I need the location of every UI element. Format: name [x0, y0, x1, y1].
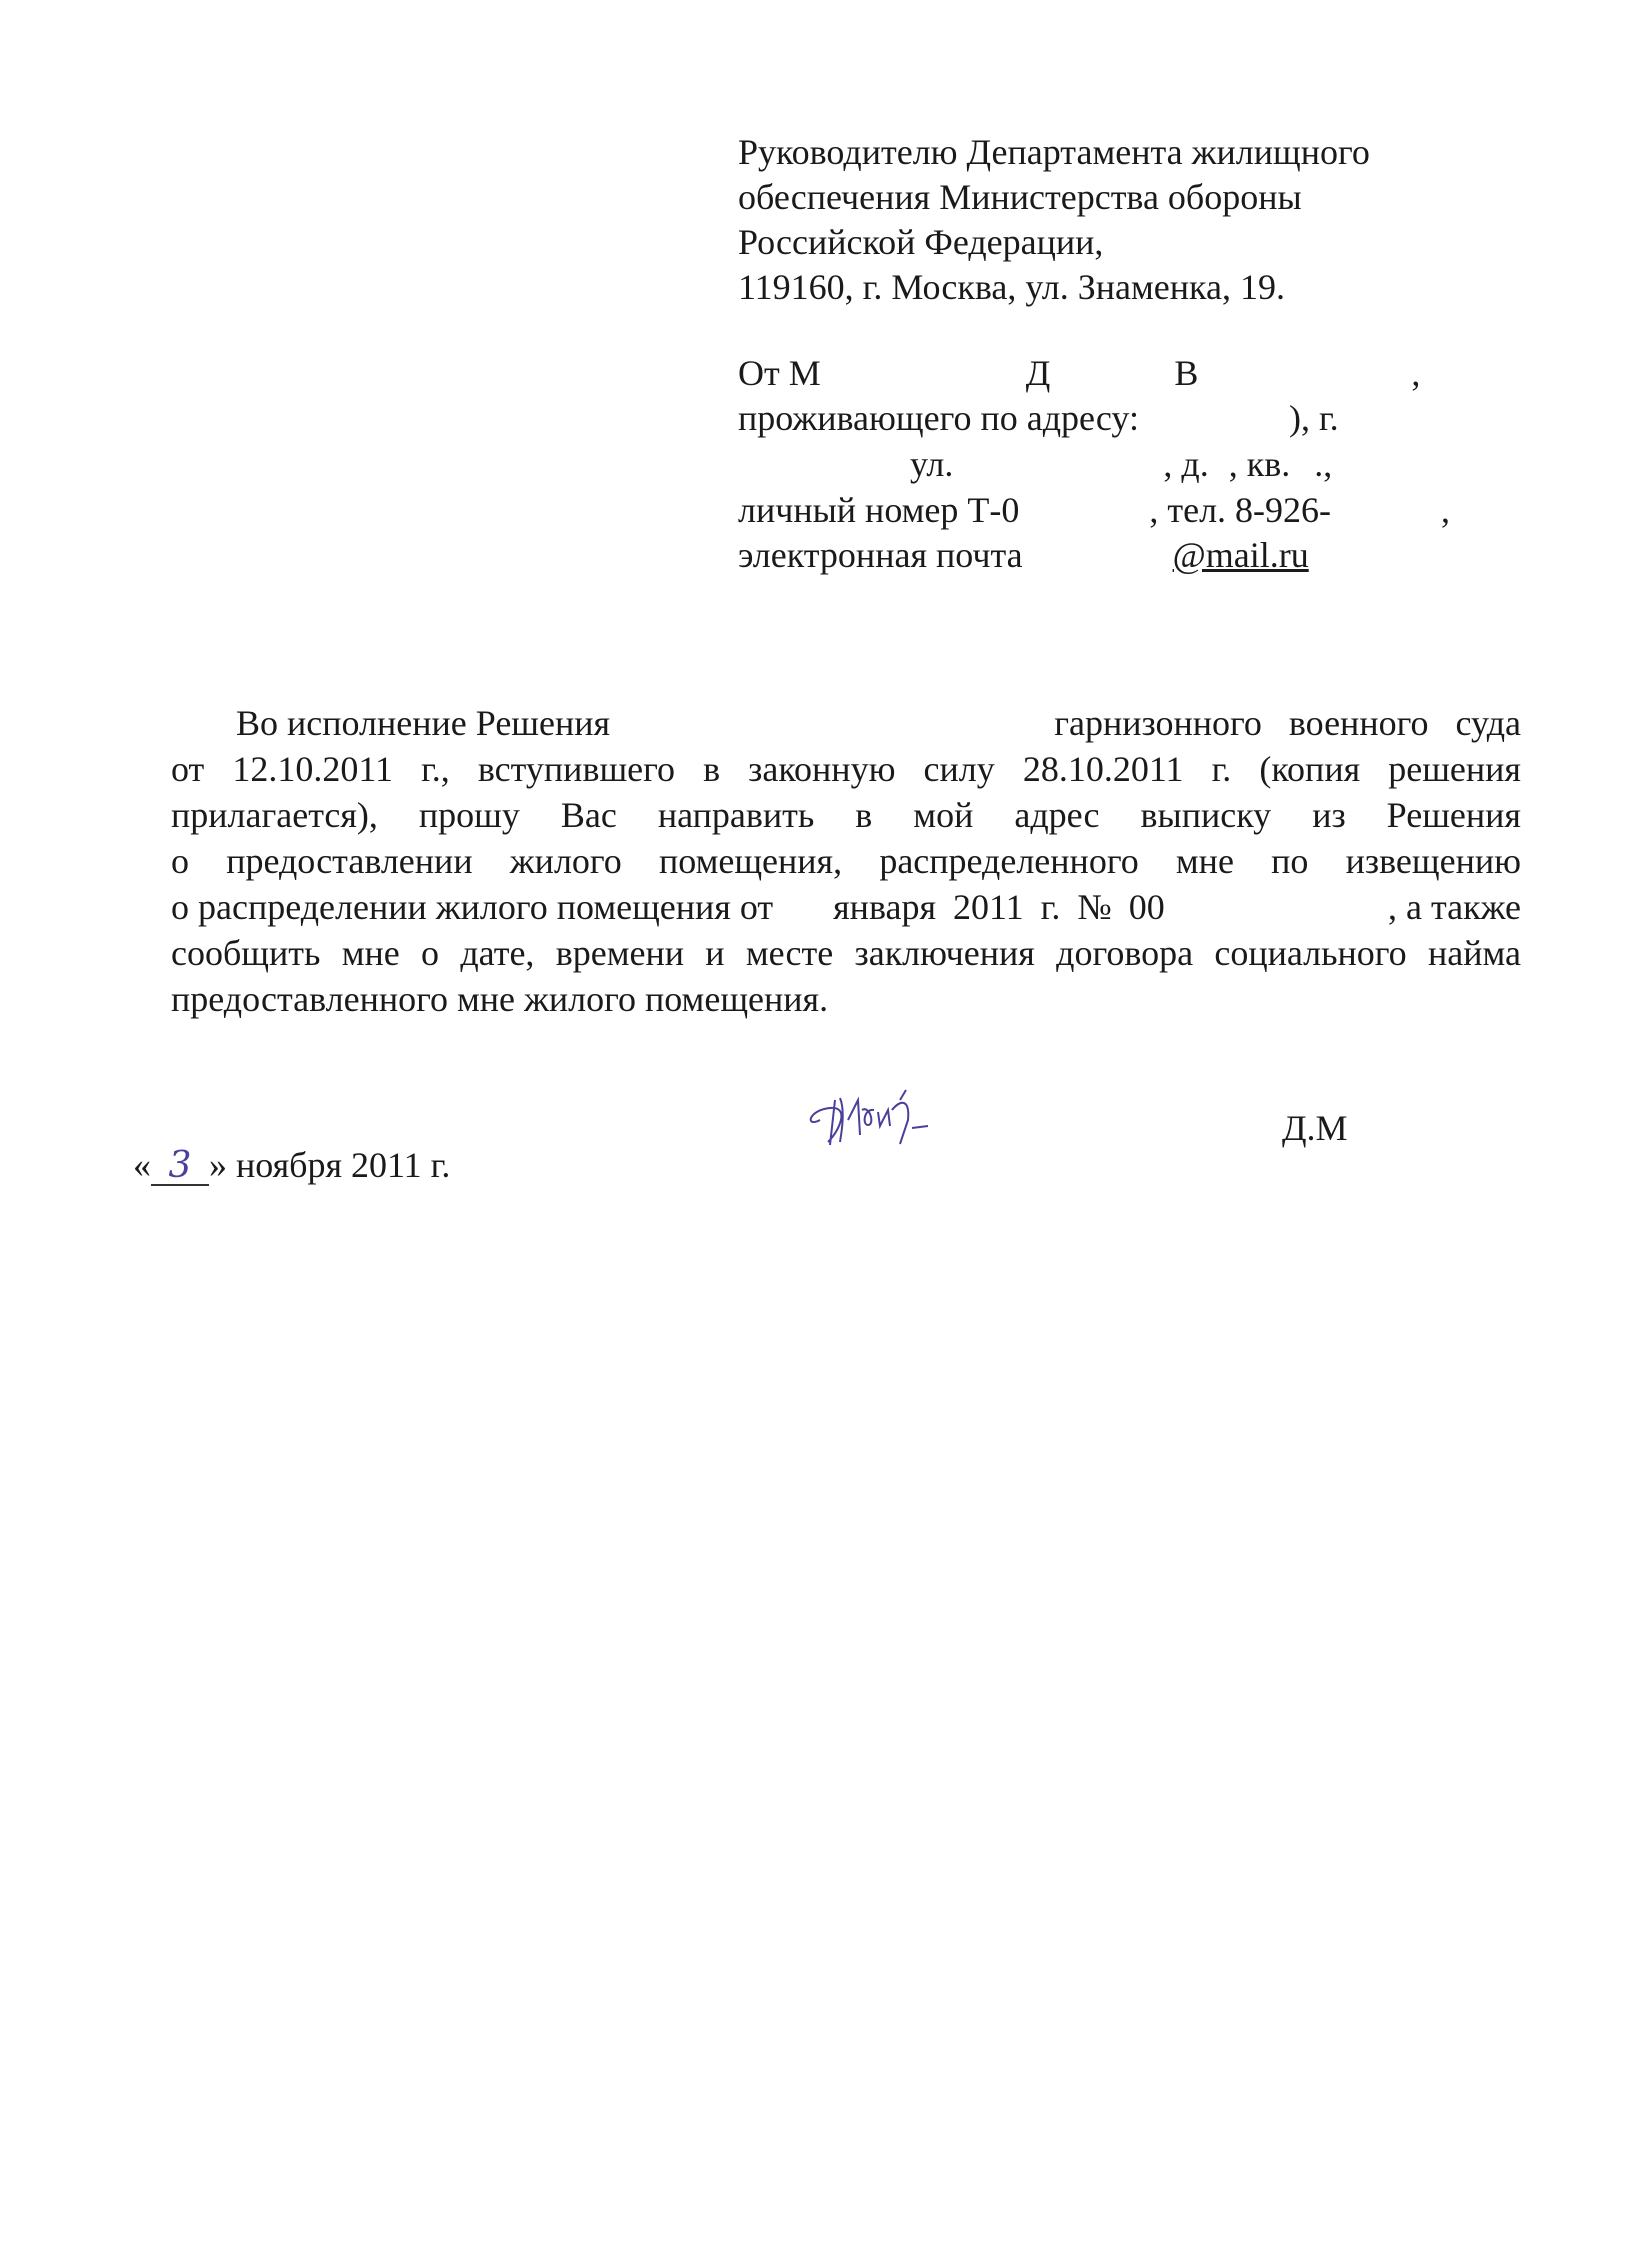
body-line: о предоставлении жилого помещения, распределенного мне по извещению — [171, 841, 1521, 881]
body-text: гарнизонного военного суда — [1054, 703, 1521, 743]
date-month-year: » ноября 2011 г. — [209, 1145, 451, 1185]
recipient-line: Российской Федерации, — [738, 222, 1104, 262]
body-text: Во исполнение Решения — [236, 703, 611, 743]
body-line: от 12.10.2011 г., вступившего в законную силу 28.10.2011 г. (копия решения — [171, 749, 1521, 789]
address-city: , г. — [1300, 398, 1339, 438]
email-link[interactable]: @mail.ru — [1172, 535, 1309, 575]
date-day: 3 — [151, 1148, 209, 1186]
recipient-line: обеспечения Министерства обороны — [738, 177, 1302, 217]
body-text: , а также — [1388, 887, 1521, 927]
address-row — [738, 400, 1339, 436]
signature-name: Д.М — [1282, 1108, 1348, 1148]
signature-image — [800, 1080, 1040, 1150]
body-line — [171, 884, 1521, 930]
sender-name-comma: , — [1411, 353, 1421, 393]
address-flat-end: ., — [1314, 444, 1333, 484]
body-paragraph — [171, 700, 1521, 1022]
personal-row — [738, 492, 1450, 528]
personal-number: личный номер Т-0 — [738, 490, 1020, 530]
address-fragment: ) — [1288, 398, 1301, 438]
address-house: , д. — [1163, 444, 1209, 484]
date — [133, 1147, 450, 1186]
email-row — [738, 537, 1309, 573]
sender-name-prefix: От М — [738, 353, 821, 393]
body-text: января 2011 г. № 00 — [833, 887, 1165, 927]
body-line: прилагается), прошу Вас направить в мой адрес выписку из Решения — [171, 795, 1521, 835]
address-flat: , кв. — [1228, 444, 1291, 484]
phone: , тел. 8-926- — [1149, 490, 1332, 530]
sender-name-part: В — [1174, 353, 1199, 393]
sender-name-row — [738, 355, 1420, 391]
email-label: электронная почта — [738, 535, 1023, 575]
recipient-address: 119160, г. Москва, ул. Знаменка, 19. — [738, 267, 1285, 307]
street-row — [910, 446, 1332, 482]
phone-end: , — [1441, 490, 1451, 530]
address-street: ул. — [910, 444, 954, 484]
handwritten-signature-icon — [800, 1080, 1040, 1150]
body-line: сообщить мне о дате, времени и месте заключения договора социального найма — [171, 933, 1521, 973]
address-label: проживающего по адресу: — [738, 398, 1139, 438]
body-line: предоставленного мне жилого помещения. — [171, 979, 829, 1019]
recipient-line: Руководителю Департамента жилищного — [738, 132, 1370, 172]
body-text: о распределении жилого помещения от — [171, 887, 774, 927]
body-line — [171, 700, 1521, 746]
date-open: « — [133, 1145, 151, 1185]
sender-name-part: Д — [1025, 353, 1051, 393]
